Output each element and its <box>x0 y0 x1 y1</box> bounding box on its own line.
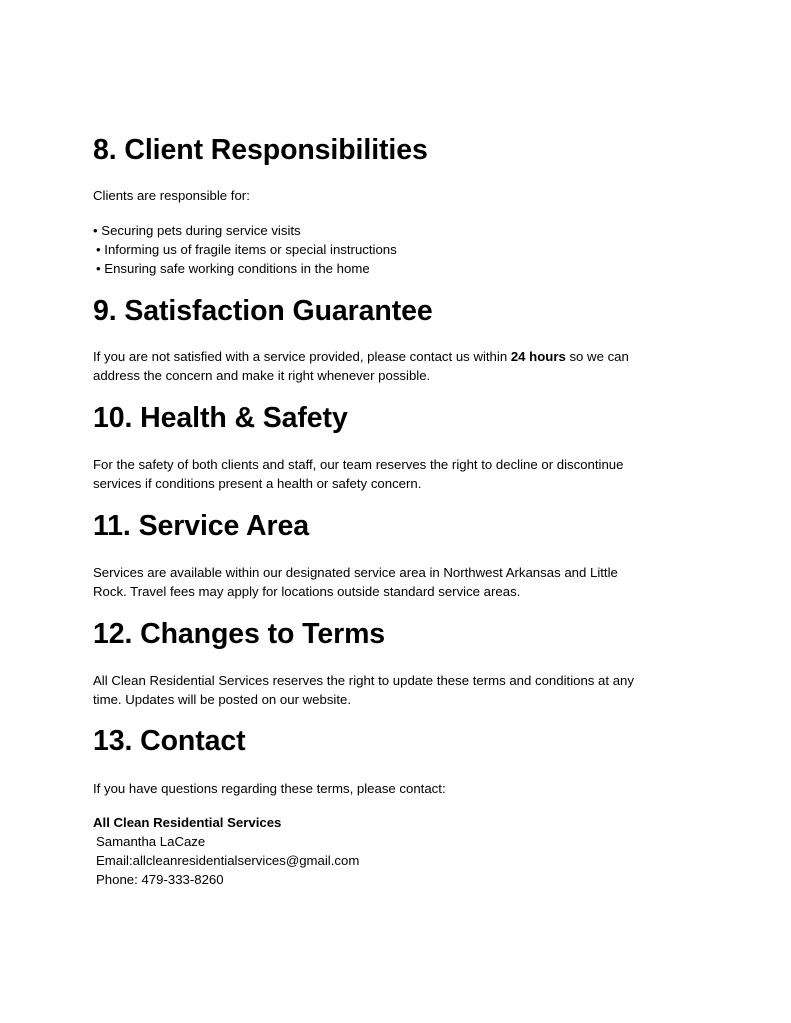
heading-service-area: 11. Service Area <box>93 510 310 542</box>
satisfaction-line1-bold: 24 hours <box>510 349 566 364</box>
service-area-line1: Services are available within our designated service area in Northwest Arkansas and Little <box>93 565 618 580</box>
changes-to-terms-text <box>93 671 634 709</box>
health-safety-text <box>93 455 623 493</box>
heading-changes-to-terms: 12. Changes to Terms <box>93 618 386 650</box>
contact-intro: If you have questions regarding these terms, please contact: <box>93 781 446 796</box>
service-area-text <box>93 563 618 601</box>
changes-line2: time. Updates will be posted on our website. <box>93 692 352 707</box>
heading-health-safety: 10. Health & Safety <box>93 402 348 434</box>
contact-email[interactable]: Email:allcleanresidentialservices@gmail.com <box>96 853 360 868</box>
contact-block <box>93 813 359 889</box>
health-safety-line2: services if conditions present a health or safety concern. <box>93 476 422 491</box>
heading-contact: 13. Contact <box>93 725 246 757</box>
changes-line1: All Clean Residential Services reserves the right to update these terms and conditions at any <box>93 673 634 688</box>
client-responsibilities-list <box>93 221 397 278</box>
list-item: • Securing pets during service visits <box>93 223 301 238</box>
client-responsibilities-intro: Clients are responsible for: <box>93 188 250 203</box>
satisfaction-guarantee-text <box>93 347 629 385</box>
satisfaction-line2: address the concern and make it right whenever possible. <box>93 368 431 383</box>
health-safety-line1: For the safety of both clients and staff, our team reserves the right to decline or discontinue <box>93 457 624 472</box>
contact-company: All Clean Residential Services <box>93 815 282 830</box>
service-area-line2: Rock. Travel fees may apply for locations outside standard service areas. <box>93 584 521 599</box>
heading-satisfaction-guarantee: 9. Satisfaction Guarantee <box>93 295 433 327</box>
satisfaction-line1-post: so we can <box>565 349 629 364</box>
satisfaction-line1-pre: If you are not satisfied with a service provided, please contact us within <box>93 349 511 364</box>
list-item: • Ensuring safe working conditions in the home <box>96 261 370 276</box>
contact-phone[interactable]: Phone: 479-333-8260 <box>96 872 224 887</box>
heading-client-responsibilities: 8. Client Responsibilities <box>93 134 428 166</box>
contact-person: Samantha LaCaze <box>96 834 206 849</box>
list-item: • Informing us of fragile items or special instructions <box>96 242 397 257</box>
